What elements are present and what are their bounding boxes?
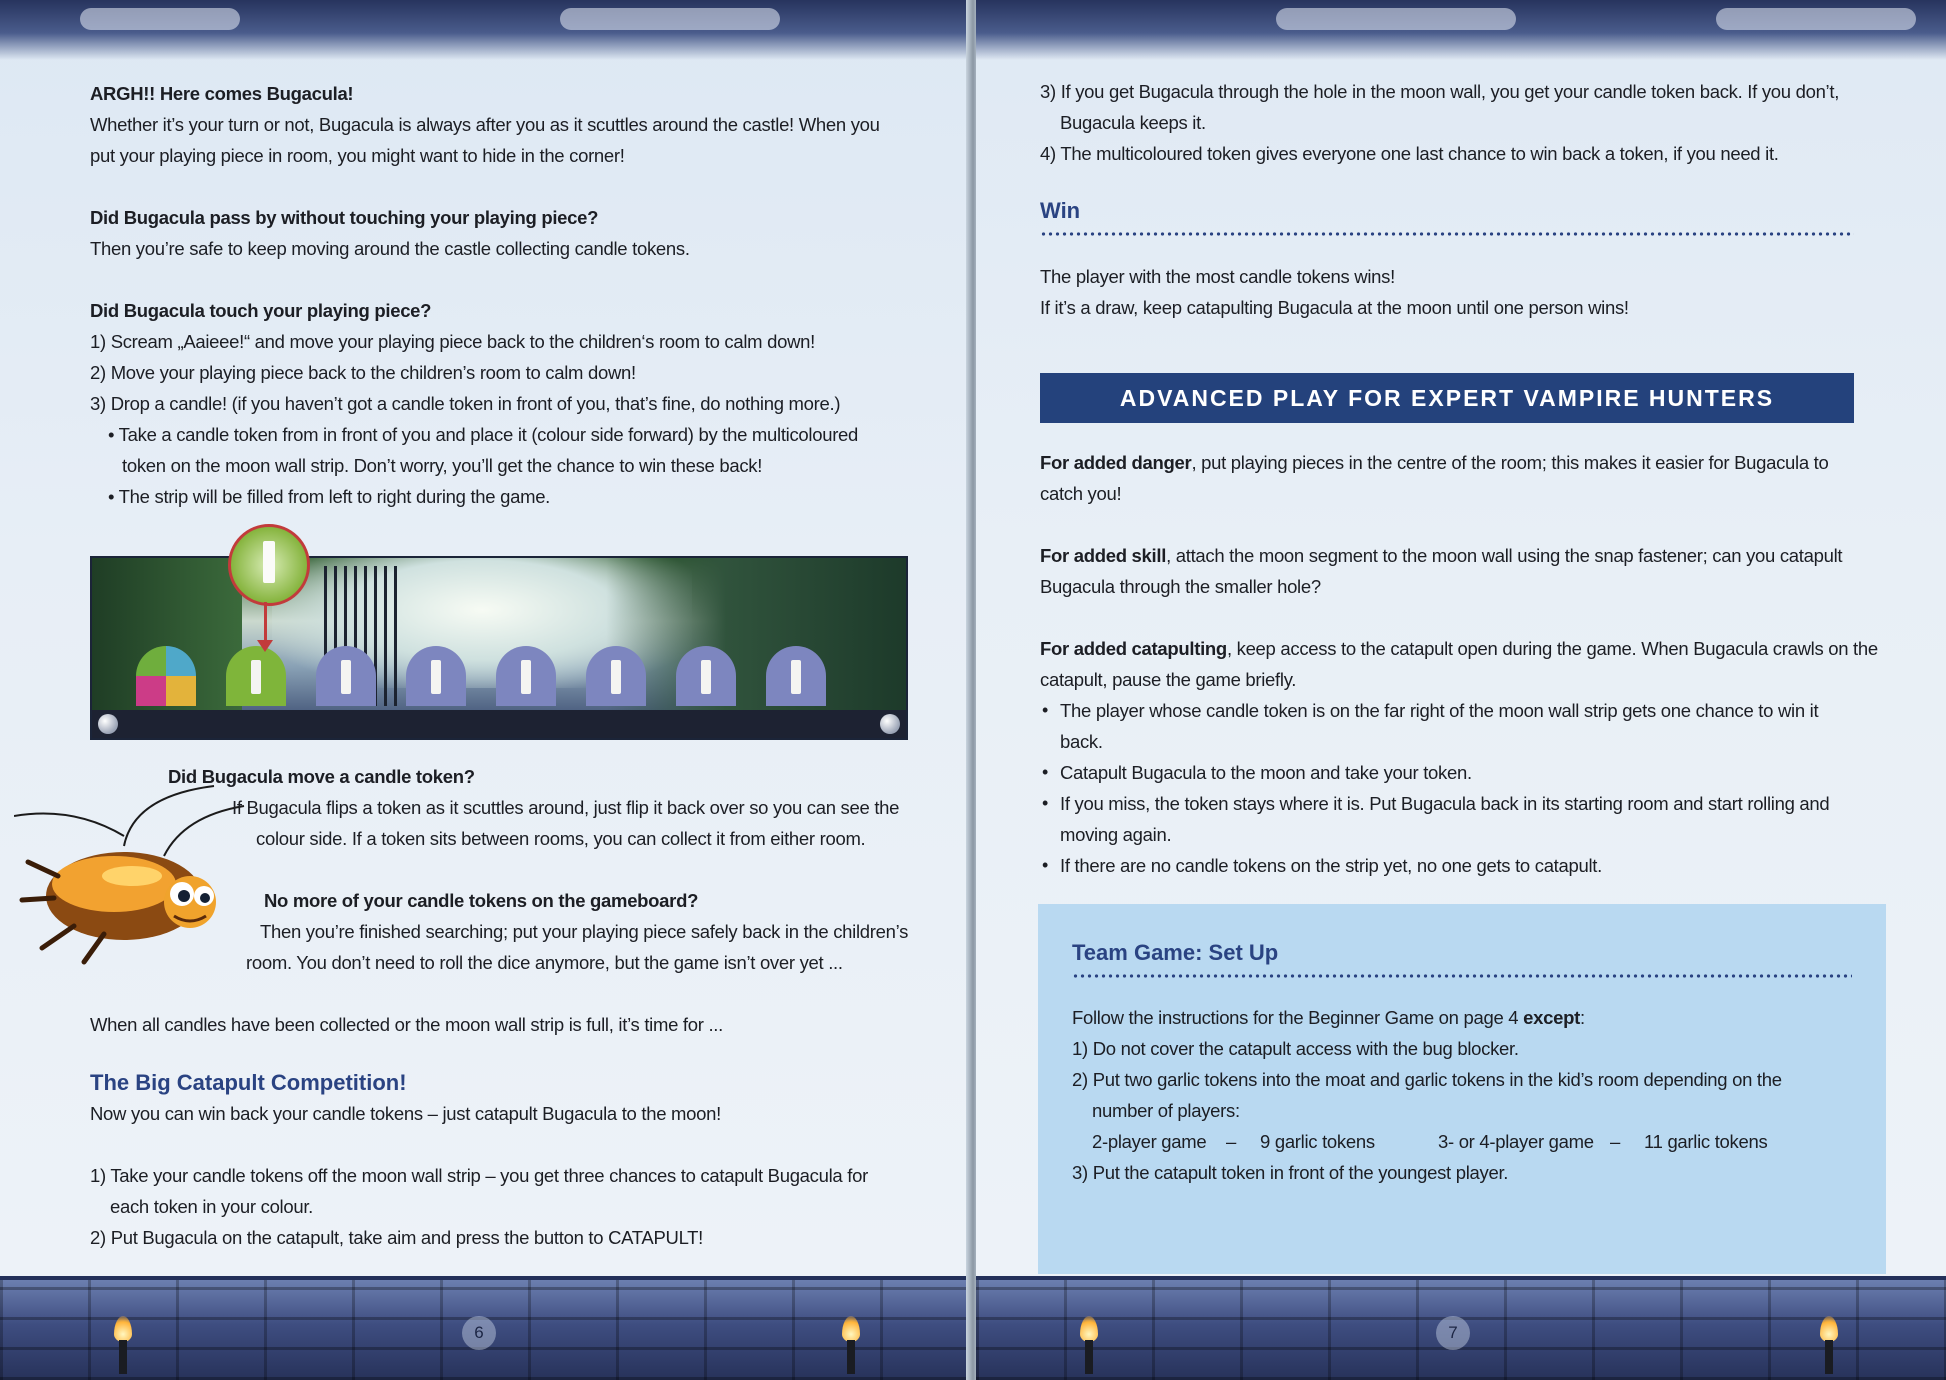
- candle-slot: [496, 646, 556, 706]
- bugacula-illustration: [14, 776, 246, 966]
- argh-line: Whether it’s your turn or not, Bugacula is always after you as it scuttles around the castle! When you: [90, 114, 880, 135]
- nomore-line: Then you’re finished searching; put your playing piece safely back in the children’s: [260, 921, 909, 942]
- castle-wall-footer: [0, 1276, 970, 1380]
- dash: –: [1226, 1131, 1236, 1152]
- night-sky-banner: [0, 0, 970, 60]
- candle-icon: [251, 660, 261, 694]
- team-intro-except: except: [1523, 1007, 1580, 1028]
- arrow-line: [264, 602, 267, 644]
- night-sky-banner: [976, 0, 1946, 60]
- castle-wall-footer: [976, 1276, 1946, 1380]
- win-line: If it’s a draw, keep catapulting Bugacula at the moon until one person wins!: [1040, 297, 1629, 318]
- torch-icon: [836, 1316, 866, 1374]
- argh-line: put your playing piece in room, you might want to hide in the corner!: [90, 145, 625, 166]
- candle-icon: [701, 660, 711, 694]
- pass-line: Then you’re safe to keep moving around the castle collecting candle tokens.: [90, 238, 690, 259]
- dotted-divider: [1040, 232, 1854, 236]
- page-number: 6: [462, 1316, 496, 1350]
- catapult-heading: The Big Catapult Competition!: [90, 1070, 407, 1095]
- garlic-three-four: 11 garlic tokens: [1644, 1131, 1768, 1152]
- list-item: 1) Do not cover the catapult access with the bug blocker.: [1072, 1038, 1519, 1059]
- bullet-item: If you miss, the token stays where it is. Put Bugacula back in its starting room and start rolling and: [1060, 793, 1830, 814]
- move-line: colour side. If a token sits between rooms, you can collect it from either room.: [256, 828, 866, 849]
- move-line: If Bugacula flips a token as it scuttles around, just flip it back over so you can see the: [232, 797, 900, 818]
- cloud: [560, 8, 780, 30]
- bullet-icon: •: [1042, 762, 1049, 782]
- multicoloured-token: [136, 646, 196, 706]
- catapulting-line: catapult, pause the game briefly.: [1040, 669, 1297, 690]
- players-three-four: 3- or 4-player game: [1438, 1131, 1594, 1152]
- players-two: 2-player game: [1092, 1131, 1207, 1152]
- right-page: [976, 0, 1946, 1380]
- candle-slot: [586, 646, 646, 706]
- team-intro: [1072, 1002, 1585, 1033]
- bullet-item: The player whose candle token is on the far right of the moon wall strip gets one chance to win it: [1060, 700, 1819, 721]
- skill-label: For added skill: [1040, 545, 1167, 566]
- team-intro-end: :: [1579, 1007, 1585, 1028]
- candle-icon: [791, 660, 801, 694]
- list-item: 4) The multicoloured token gives everyone one last chance to win back a token, if you need it.: [1040, 143, 1779, 164]
- catapulting-label: For added catapulting: [1040, 638, 1227, 659]
- danger-label: For added danger: [1040, 452, 1192, 473]
- cloud: [1276, 8, 1516, 30]
- list-item: 2) Put Bugacula on the catapult, take aim and press the button to CATAPULT!: [90, 1227, 704, 1248]
- candle-icon: [611, 660, 621, 694]
- torch-icon: [1814, 1316, 1844, 1374]
- list-item: 3) If you get Bugacula through the hole in the moon wall, you get your candle token back. If you don’t,: [1040, 81, 1840, 102]
- candle-slot: [766, 646, 826, 706]
- moon-wall-strip-illustration: [90, 556, 908, 740]
- cloud: [1716, 8, 1916, 30]
- full-line: When all candles have been collected or the moon wall strip is full, it’s time for ...: [90, 1014, 723, 1035]
- nomore-line: room. You don’t need to roll the dice anymore, but the game isn’t over yet ...: [246, 952, 843, 973]
- nomore-heading: No more of your candle tokens on the gameboard?: [264, 890, 699, 911]
- torch-icon: [1074, 1316, 1104, 1374]
- list-item: 3) Drop a candle! (if you haven’t got a candle token in front of you, that’s fine, do nothing more.): [90, 393, 841, 414]
- bullet-item: Catapult Bugacula to the moon and take your token.: [1060, 762, 1472, 783]
- danger-text: , put playing pieces in the centre of the room; this makes it easier for Bugacula to: [1191, 452, 1829, 473]
- win-heading: Win: [1040, 198, 1081, 223]
- bullet-icon: •: [1042, 793, 1049, 813]
- team-game-box: [1038, 904, 1886, 1274]
- bullet-item: back.: [1060, 731, 1103, 752]
- list-item: token on the moon wall strip. Don’t worry, you’ll get the chance to win these back!: [122, 455, 763, 476]
- cloud: [80, 8, 240, 30]
- candle-icon: [521, 660, 531, 694]
- bullet-icon: •: [1042, 855, 1049, 875]
- list-item: 1) Scream „Aaieee!“ and move your playing piece back to the children‘s room to calm down!: [90, 331, 815, 352]
- skill-text: , attach the moon segment to the moon wall using the snap fastener; can you catapult: [1166, 545, 1843, 566]
- candle-token-callout: [228, 524, 310, 606]
- dotted-divider: [1072, 974, 1852, 978]
- bullet-icon: •: [1042, 700, 1049, 720]
- dash: –: [1610, 1131, 1620, 1152]
- list-item: number of players:: [1092, 1100, 1240, 1121]
- skill-line: [1040, 540, 1842, 571]
- torch-icon: [108, 1316, 138, 1374]
- rivet: [98, 714, 118, 734]
- page-number: 7: [1436, 1316, 1470, 1350]
- pass-heading: Did Bugacula pass by without touching your playing piece?: [90, 207, 599, 228]
- candle-icon: [263, 541, 275, 583]
- left-page: [0, 0, 970, 1380]
- list-item: Bugacula keeps it.: [1060, 112, 1206, 133]
- list-item: 3) Put the catapult token in front of the youngest player.: [1072, 1162, 1509, 1183]
- catapulting-line: [1040, 633, 1878, 664]
- list-item: 2) Move your playing piece back to the children’s room to calm down!: [90, 362, 636, 383]
- strip-rail: [92, 710, 906, 738]
- danger-line: [1040, 447, 1829, 478]
- team-heading: Team Game: Set Up: [1072, 940, 1279, 965]
- danger-line: catch you!: [1040, 483, 1122, 504]
- list-item: • Take a candle token from in front of you and place it (colour side forward) by the multicoloured: [108, 424, 859, 445]
- list-item: • The strip will be filled from left to right during the game.: [108, 486, 551, 507]
- touch-heading: Did Bugacula touch your playing piece?: [90, 300, 432, 321]
- list-item: each token in your colour.: [110, 1196, 314, 1217]
- win-line: The player with the most candle tokens wins!: [1040, 266, 1395, 287]
- candle-slot: [406, 646, 466, 706]
- candle-token-green: [226, 646, 286, 706]
- bullet-item: moving again.: [1060, 824, 1172, 845]
- arrow-down-icon: [257, 640, 273, 652]
- bullet-item: If there are no candle tokens on the strip yet, no one gets to catapult.: [1060, 855, 1602, 876]
- catapult-line: Now you can win back your candle tokens – just catapult Bugacula to the moon!: [90, 1103, 721, 1124]
- argh-heading: ARGH!! Here comes Bugacula!: [90, 83, 354, 104]
- move-heading: Did Bugacula move a candle token?: [168, 766, 475, 787]
- list-item: 1) Take your candle tokens off the moon wall strip – you get three chances to catapult Bugacula for: [90, 1165, 868, 1186]
- candle-icon: [341, 660, 351, 694]
- list-item: 2) Put two garlic tokens into the moat and garlic tokens in the kid’s room depending on the: [1072, 1069, 1782, 1090]
- candle-slot: [676, 646, 736, 706]
- skill-line: Bugacula through the smaller hole?: [1040, 576, 1321, 597]
- team-intro-text: Follow the instructions for the Beginner Game on page 4: [1072, 1007, 1524, 1028]
- candle-slot: [316, 646, 376, 706]
- garlic-two: 9 garlic tokens: [1260, 1131, 1375, 1152]
- catapulting-text: , keep access to the catapult open during the game. When Bugacula crawls on the: [1226, 638, 1878, 659]
- advanced-play-banner: ADVANCED PLAY FOR EXPERT VAMPIRE HUNTERS: [1040, 373, 1854, 423]
- candle-icon: [431, 660, 441, 694]
- rivet: [880, 714, 900, 734]
